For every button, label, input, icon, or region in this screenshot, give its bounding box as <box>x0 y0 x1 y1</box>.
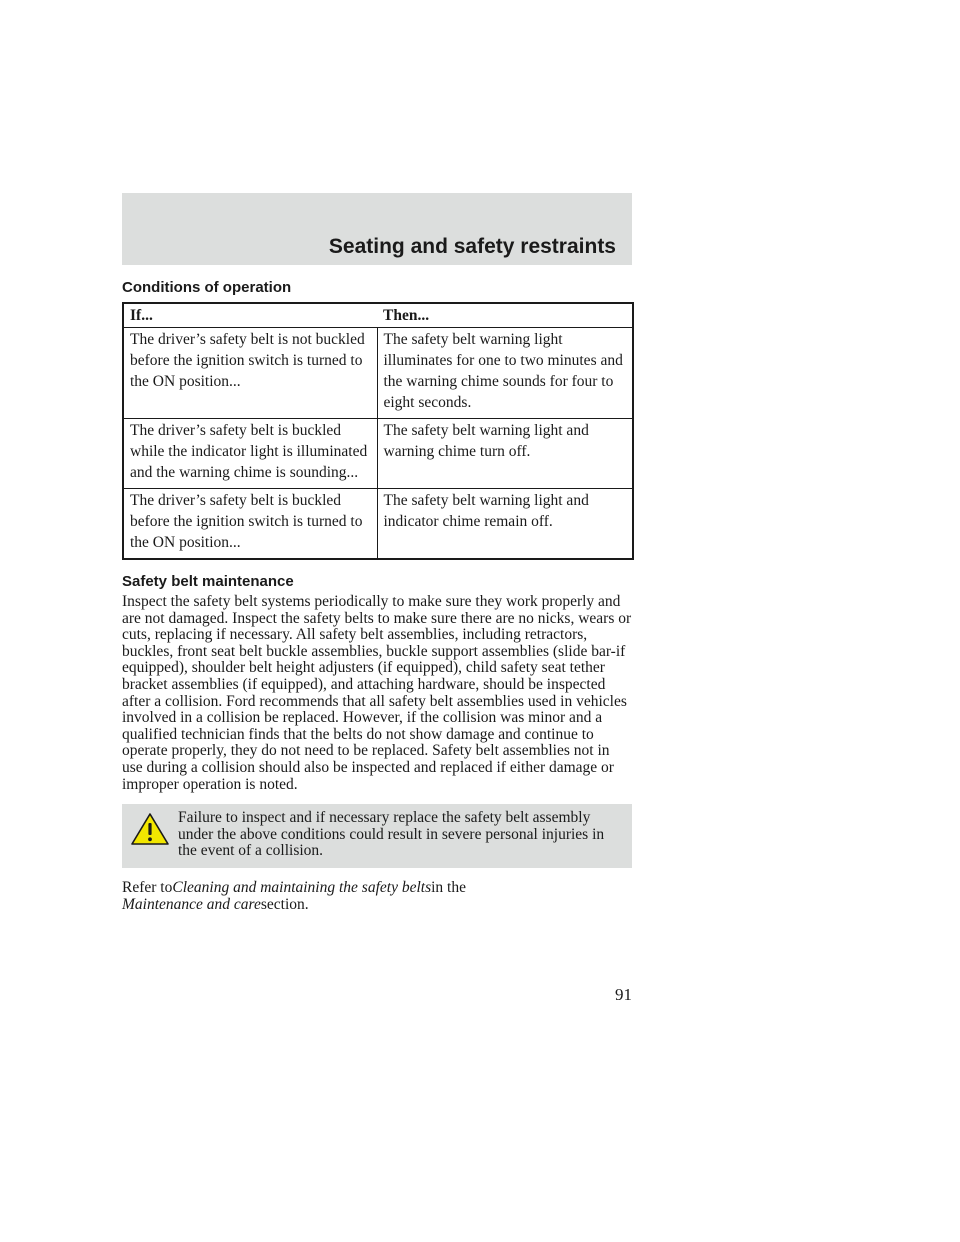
maintenance-paragraph: Inspect the safety belt systems periodically to make sure they work properly and are not damaged. Inspect the safety belts to make sure there are no nicks, wears or cuts, replacing if necessary. All safety belt assemblies, including retractors, buckles, front seat belt buckle assemblies, buckle support assemblies (slide bar-if equipped), shoulder belt height adjusters (if equipped), child safety seat tether bracket assemblies (if equipped), and attaching hardware, should be inspected after a collision. Ford recommends that all safety belt assemblies used in vehicles involved in a collision be replaced. However, if the collision was minor and a qualified technician finds that the belts do not show damage and continue to operate properly, they do not need to be replaced. Safety belt assemblies not in use during a collision should also be inspected and replaced if either damage or improper operation is noted. <box>122 593 632 793</box>
table-row <box>123 419 633 489</box>
conditions-table <box>122 302 634 560</box>
reference-link-cleaning: Cleaning and maintaining the safety belts <box>172 878 432 896</box>
table-header-row <box>123 303 633 328</box>
condition-cell: The driver’s safety belt is not buckled before the ignition switch is turned to the ON position... <box>123 328 377 419</box>
reference-link-maintenance: Maintenance and care <box>122 895 261 913</box>
table-row <box>123 328 633 419</box>
warning-text: Failure to inspect and if necessary replace the safety belt assembly under the above conditions could result in severe personal injuries in the event of a collision. <box>178 809 605 860</box>
reference-paragraph <box>122 880 632 913</box>
condition-cell: The driver’s safety belt is buckled before the ignition switch is turned to the ON position... <box>123 489 377 560</box>
result-cell: The safety belt warning light and indicator chime remain off. <box>377 489 633 560</box>
reference-suffix: section. <box>260 895 309 913</box>
result-cell: The safety belt warning light and warning chime turn off. <box>377 419 633 489</box>
warning-box <box>122 804 632 868</box>
warning-triangle-icon <box>130 812 170 846</box>
reference-middle: in the <box>431 878 466 896</box>
conditions-heading: Conditions of operation <box>122 279 292 296</box>
column-header-then: Then... <box>377 303 633 328</box>
maintenance-heading: Safety belt maintenance <box>122 573 294 590</box>
page-number: 91 <box>615 985 632 1004</box>
condition-cell: The driver’s safety belt is buckled while the indicator light is illuminated and the warning chime is sounding... <box>123 419 377 489</box>
reference-prefix: Refer to <box>122 878 173 896</box>
section-header-band <box>122 193 632 265</box>
column-header-if: If... <box>123 303 377 328</box>
result-cell: The safety belt warning light illuminates for one to two minutes and the warning chime sounds for four to eight seconds. <box>377 328 633 419</box>
table-row <box>123 489 633 560</box>
page-content <box>122 278 632 913</box>
section-title: Seating and safety restraints <box>328 235 616 258</box>
